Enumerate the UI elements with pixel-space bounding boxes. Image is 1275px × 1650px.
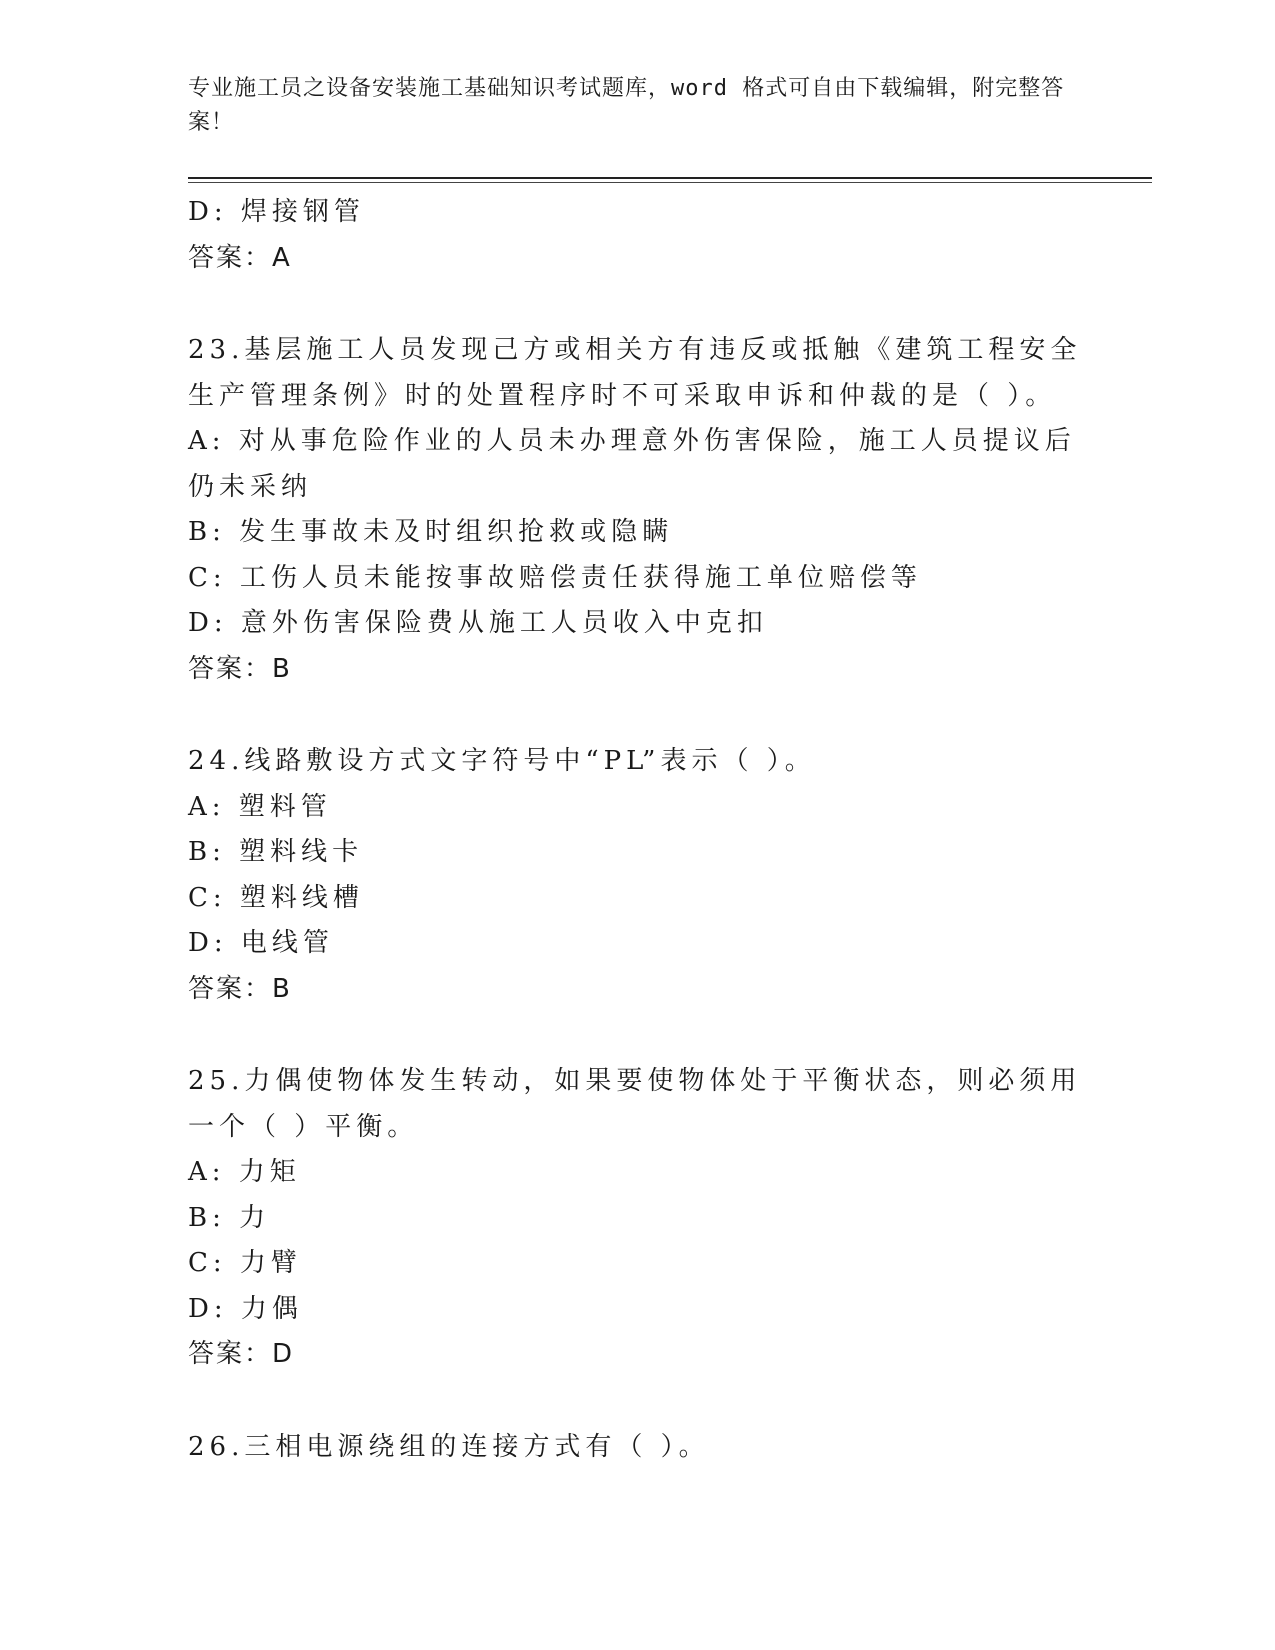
answer: 答案：A (188, 242, 292, 273)
option-b: B: 力 (188, 1202, 271, 1233)
option-c: C: 工伤人员未能按事故赔偿责任获得施工单位赔偿等 (188, 562, 922, 593)
option-c: C: 塑料线槽 (188, 882, 364, 913)
spacer (188, 281, 1088, 328)
answer: 答案：B (188, 653, 292, 684)
option-b: B: 发生事故未及时组织抢救或隐瞒 (188, 517, 674, 547)
answer: 答案：D (188, 1339, 295, 1369)
option-d: D: 电线管 (188, 928, 334, 958)
answer: 答案：B (188, 973, 292, 1004)
option-d: D: 焊接钢管 (188, 197, 365, 227)
option-d: D: 力偶 (188, 1293, 303, 1324)
exam-content (188, 190, 1088, 1470)
option-d: D: 意外伤害保险费从施工人员收入中克扣 (188, 608, 768, 638)
question-stem-24: 24.线路敷设方式文字符号中“PL”表示（ ）。 (188, 746, 816, 776)
option-a: A: 力矩 (188, 1157, 301, 1187)
option-a: A: 对从事危险作业的人员未办理意外伤害保险，施工人员提议后仍未采纳 (188, 426, 1076, 502)
spacer (188, 1378, 1088, 1425)
question-stem-25: 25.力偶使物体发生转动，如果要使物体处于平衡状态，则必须用一个（ ）平衡。 (188, 1066, 1082, 1142)
page-header: 专业施工员之设备安装施工基础知识考试题库，word 格式可自由下载编辑，附完整答案！ (188, 76, 1065, 135)
header-rule-thick (188, 177, 1152, 179)
spacer (188, 1012, 1088, 1059)
spacer (188, 692, 1088, 739)
question-stem-26: 26.三相电源绕组的连接方式有（ ）。 (188, 1431, 710, 1462)
question-stem-23: 23.基层施工人员发现己方或相关方有违反或抵触《建筑工程安全生产管理条例》时的处置程序时不可采取申诉和仲裁的是（ ）。 (188, 335, 1082, 411)
option-a: A: 塑料管 (188, 791, 332, 822)
header-rule-thin (188, 182, 1152, 183)
option-c: C: 力臂 (188, 1248, 302, 1278)
option-b: B: 塑料线卡 (188, 837, 364, 867)
